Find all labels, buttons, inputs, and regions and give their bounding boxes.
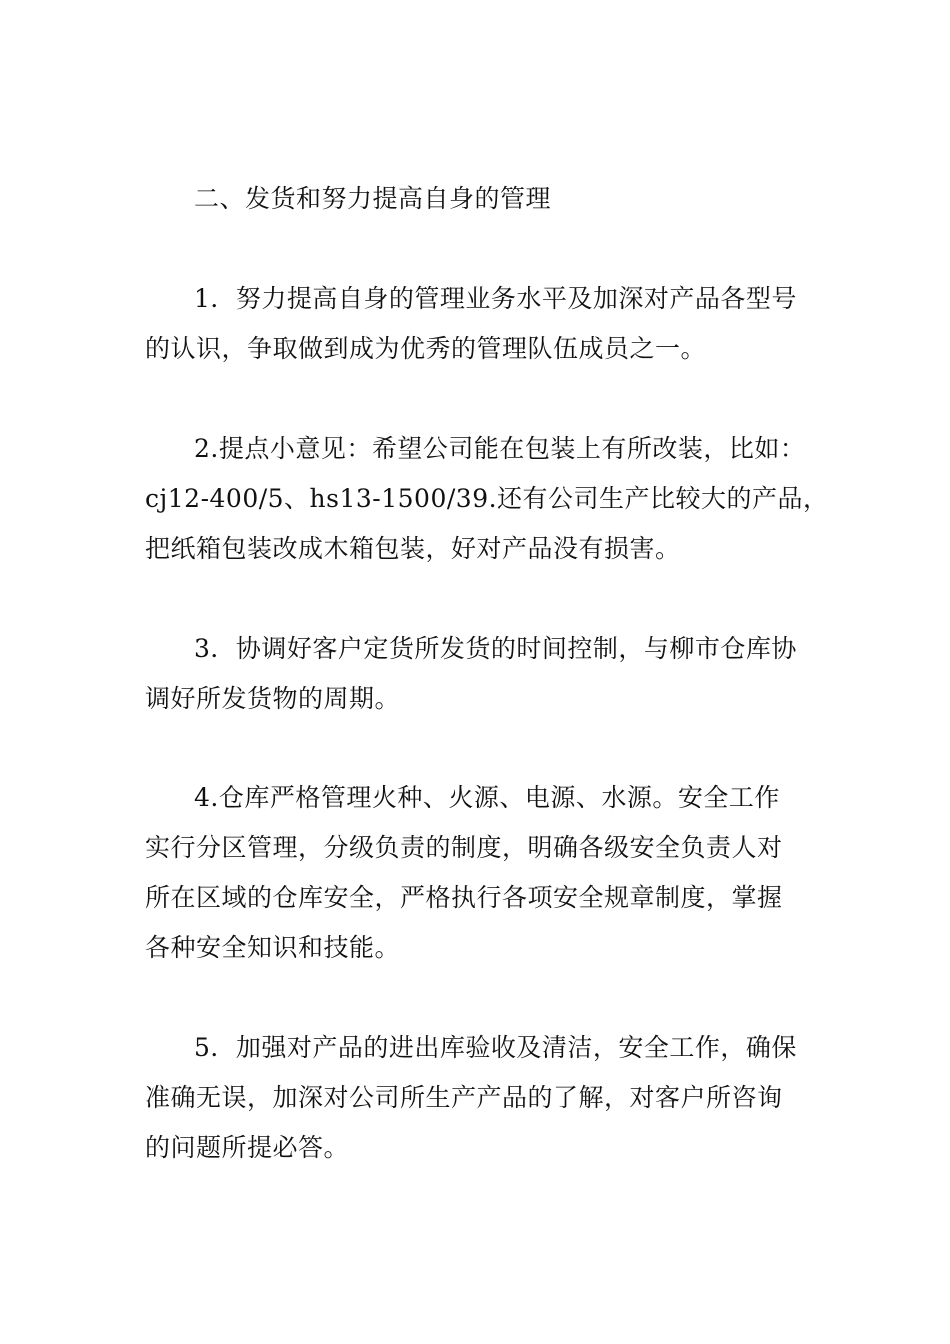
paragraph-line: cj12-400/5、hs13-1500/39.还有公司生产比较大的产品， bbox=[145, 484, 829, 513]
paragraph-line: 4.仓库严格管理火种、火源、电源、水源。安全工作 bbox=[194, 783, 780, 812]
paragraph-line: 5．加强对产品的进出库验收及清洁，安全工作，确保 bbox=[194, 1033, 797, 1062]
paragraph-line: 准确无误，加深对公司所生产产品的了解，对客户所咨询 bbox=[145, 1083, 783, 1112]
paragraph-line: 2.提点小意见：希望公司能在包装上有所改装，比如： bbox=[194, 434, 806, 463]
section-heading: 二、发货和努力提高自身的管理 bbox=[194, 184, 552, 213]
paragraph-line: 各种安全知识和技能。 bbox=[145, 933, 401, 962]
paragraph-line: 的问题所提必答。 bbox=[145, 1133, 350, 1162]
paragraph-line: 实行分区管理，分级负责的制度，明确各级安全负责人对 bbox=[145, 833, 783, 862]
paragraph-line: 把纸箱包装改成木箱包装，好对产品没有损害。 bbox=[145, 534, 681, 563]
paragraph-line: 3．协调好客户定货所发货的时间控制，与柳市仓库协 bbox=[194, 634, 797, 663]
paragraph-line: 1．努力提高自身的管理业务水平及加深对产品各型号 bbox=[194, 284, 797, 313]
paragraph-line: 所在区域的仓库安全，严格执行各项安全规章制度，掌握 bbox=[145, 883, 783, 912]
paragraph-line: 的认识，争取做到成为优秀的管理队伍成员之一。 bbox=[145, 334, 707, 363]
paragraph-line: 调好所发货物的周期。 bbox=[145, 684, 401, 713]
